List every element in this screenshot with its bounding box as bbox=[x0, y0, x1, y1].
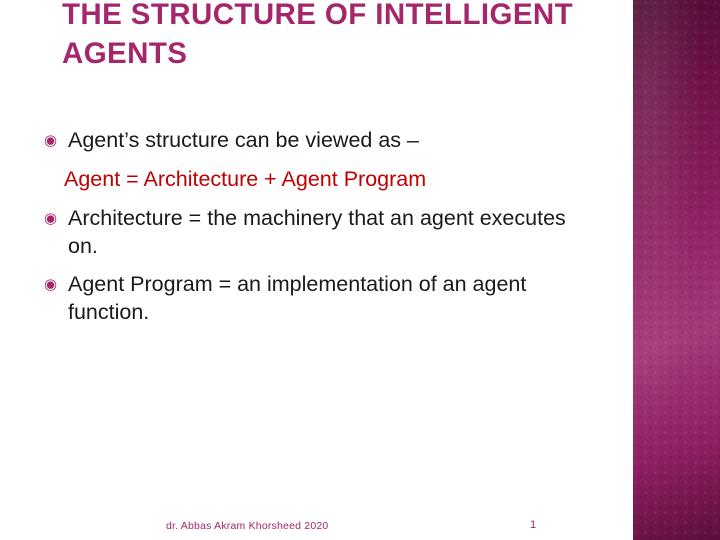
slide-title: THE STRUCTURE OF INTELLIGENT AGENTS bbox=[62, 0, 574, 70]
footer-author: dr. Abbas Akram Khorsheed 2020 bbox=[166, 520, 329, 532]
equation-line: Agent = Architecture + Agent Program bbox=[64, 167, 427, 191]
bullet-item bbox=[40, 126, 600, 156]
bullet-item bbox=[40, 270, 600, 327]
footer-page-number: 1 bbox=[530, 519, 537, 531]
bullet-text: Agent’s structure can be viewed as – bbox=[68, 128, 419, 152]
decorative-right-band bbox=[633, 0, 720, 540]
bullet-marker-icon: ◉ bbox=[44, 209, 58, 227]
bullet-marker-icon: ◉ bbox=[44, 132, 58, 149]
slide-body bbox=[40, 126, 600, 336]
bullet-text: Agent Program = an implementation of an agent function. bbox=[68, 271, 527, 325]
band-edge-divider bbox=[630, 0, 633, 540]
bullet-marker-icon: ◉ bbox=[44, 275, 58, 293]
bullet-text: Architecture = the machinery that an agent executes on. bbox=[68, 205, 566, 259]
bullet-item bbox=[40, 204, 600, 261]
